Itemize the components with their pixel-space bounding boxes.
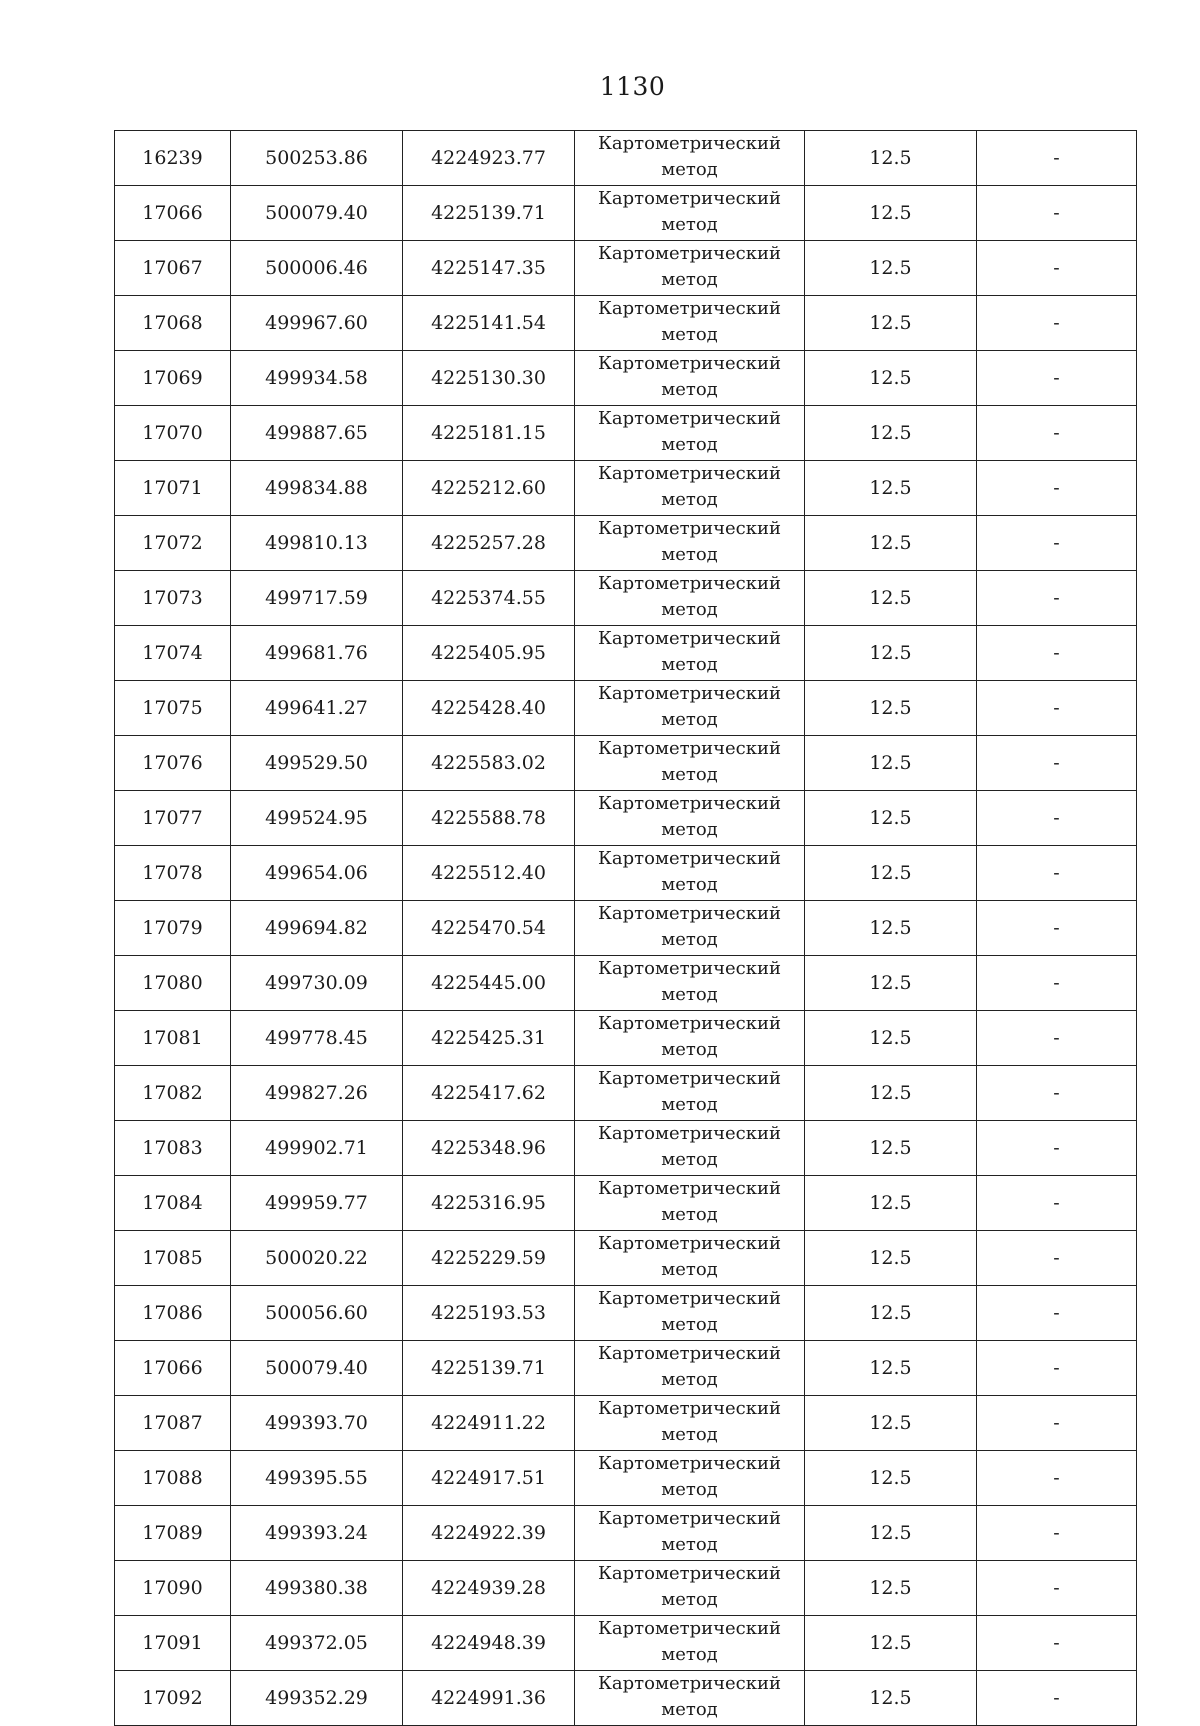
y-coordinate-cell: 4225139.71 bbox=[403, 186, 575, 241]
method-line-2: метод bbox=[661, 1314, 718, 1335]
method-line-1: Картометрический bbox=[598, 1178, 781, 1199]
accuracy-cell: 12.5 bbox=[805, 406, 977, 461]
method-line-1: Картометрический bbox=[598, 1013, 781, 1034]
x-coordinate-cell: 499352.29 bbox=[231, 1671, 403, 1726]
accuracy-cell: 12.5 bbox=[805, 1616, 977, 1671]
method-cell bbox=[575, 1231, 805, 1286]
accuracy-cell: 12.5 bbox=[805, 1231, 977, 1286]
x-coordinate-cell: 500020.22 bbox=[231, 1231, 403, 1286]
y-coordinate-cell: 4225141.54 bbox=[403, 296, 575, 351]
x-coordinate-cell: 499395.55 bbox=[231, 1451, 403, 1506]
method-line-1: Картометрический bbox=[598, 958, 781, 979]
method-line-1: Картометрический bbox=[598, 243, 781, 264]
accuracy-cell: 12.5 bbox=[805, 351, 977, 406]
accuracy-cell: 12.5 bbox=[805, 1176, 977, 1231]
table-row bbox=[115, 1396, 1137, 1451]
table-row bbox=[115, 186, 1137, 241]
note-cell: - bbox=[977, 1011, 1137, 1066]
method-line-1: Картометрический bbox=[598, 1618, 781, 1639]
table-row bbox=[115, 791, 1137, 846]
note-cell: - bbox=[977, 1121, 1137, 1176]
method-cell bbox=[575, 1066, 805, 1121]
note-cell: - bbox=[977, 406, 1137, 461]
method-line-2: метод bbox=[661, 929, 718, 950]
note-cell: - bbox=[977, 1671, 1137, 1726]
note-cell: - bbox=[977, 186, 1137, 241]
y-coordinate-cell: 4225229.59 bbox=[403, 1231, 575, 1286]
accuracy-cell: 12.5 bbox=[805, 1286, 977, 1341]
point-id-cell: 17081 bbox=[115, 1011, 231, 1066]
accuracy-cell: 12.5 bbox=[805, 571, 977, 626]
note-cell: - bbox=[977, 131, 1137, 186]
point-id-cell: 17068 bbox=[115, 296, 231, 351]
method-cell bbox=[575, 1561, 805, 1616]
x-coordinate-cell: 499641.27 bbox=[231, 681, 403, 736]
method-line-1: Картометрический bbox=[598, 1343, 781, 1364]
method-cell bbox=[575, 626, 805, 681]
accuracy-cell: 12.5 bbox=[805, 681, 977, 736]
y-coordinate-cell: 4225405.95 bbox=[403, 626, 575, 681]
accuracy-cell: 12.5 bbox=[805, 1066, 977, 1121]
x-coordinate-cell: 499717.59 bbox=[231, 571, 403, 626]
method-line-2: метод bbox=[661, 1644, 718, 1665]
table-row bbox=[115, 846, 1137, 901]
y-coordinate-cell: 4225257.28 bbox=[403, 516, 575, 571]
accuracy-cell: 12.5 bbox=[805, 791, 977, 846]
point-id-cell: 17082 bbox=[115, 1066, 231, 1121]
method-cell bbox=[575, 1011, 805, 1066]
y-coordinate-cell: 4225139.71 bbox=[403, 1341, 575, 1396]
x-coordinate-cell: 500056.60 bbox=[231, 1286, 403, 1341]
table-row bbox=[115, 901, 1137, 956]
note-cell: - bbox=[977, 1451, 1137, 1506]
y-coordinate-cell: 4224917.51 bbox=[403, 1451, 575, 1506]
table-row bbox=[115, 351, 1137, 406]
point-id-cell: 17076 bbox=[115, 736, 231, 791]
point-id-cell: 17088 bbox=[115, 1451, 231, 1506]
y-coordinate-cell: 4224939.28 bbox=[403, 1561, 575, 1616]
method-cell bbox=[575, 1451, 805, 1506]
accuracy-cell: 12.5 bbox=[805, 516, 977, 571]
method-cell bbox=[575, 1341, 805, 1396]
method-line-1: Картометрический bbox=[598, 1563, 781, 1584]
method-line-1: Картометрический bbox=[598, 518, 781, 539]
table-row bbox=[115, 956, 1137, 1011]
x-coordinate-cell: 500253.86 bbox=[231, 131, 403, 186]
point-id-cell: 17087 bbox=[115, 1396, 231, 1451]
point-id-cell: 16239 bbox=[115, 131, 231, 186]
y-coordinate-cell: 4225147.35 bbox=[403, 241, 575, 296]
y-coordinate-cell: 4225374.55 bbox=[403, 571, 575, 626]
note-cell: - bbox=[977, 1066, 1137, 1121]
table-row bbox=[115, 1671, 1137, 1726]
point-id-cell: 17086 bbox=[115, 1286, 231, 1341]
method-line-2: метод bbox=[661, 1479, 718, 1500]
method-line-2: метод bbox=[661, 1534, 718, 1555]
method-line-1: Картометрический bbox=[598, 1508, 781, 1529]
y-coordinate-cell: 4225583.02 bbox=[403, 736, 575, 791]
method-line-1: Картометрический bbox=[598, 1068, 781, 1089]
x-coordinate-cell: 499934.58 bbox=[231, 351, 403, 406]
method-line-1: Картометрический bbox=[598, 683, 781, 704]
x-coordinate-cell: 499393.24 bbox=[231, 1506, 403, 1561]
method-cell bbox=[575, 956, 805, 1011]
table-row bbox=[115, 461, 1137, 516]
method-cell bbox=[575, 186, 805, 241]
page-number: 1130 bbox=[599, 72, 666, 101]
x-coordinate-cell: 500079.40 bbox=[231, 1341, 403, 1396]
accuracy-cell: 12.5 bbox=[805, 1451, 977, 1506]
accuracy-cell: 12.5 bbox=[805, 901, 977, 956]
table-row bbox=[115, 1341, 1137, 1396]
method-line-2: метод bbox=[661, 1369, 718, 1390]
y-coordinate-cell: 4225588.78 bbox=[403, 791, 575, 846]
point-id-cell: 17085 bbox=[115, 1231, 231, 1286]
point-id-cell: 17067 bbox=[115, 241, 231, 296]
method-cell bbox=[575, 351, 805, 406]
method-line-2: метод bbox=[661, 984, 718, 1005]
accuracy-cell: 12.5 bbox=[805, 461, 977, 516]
accuracy-cell: 12.5 bbox=[805, 1121, 977, 1176]
table-row bbox=[115, 1066, 1137, 1121]
method-line-2: метод bbox=[661, 1589, 718, 1610]
method-line-1: Картометрический bbox=[598, 848, 781, 869]
accuracy-cell: 12.5 bbox=[805, 1341, 977, 1396]
table-row bbox=[115, 241, 1137, 296]
method-line-1: Картометрический bbox=[598, 133, 781, 154]
method-cell bbox=[575, 1671, 805, 1726]
y-coordinate-cell: 4224991.36 bbox=[403, 1671, 575, 1726]
accuracy-cell: 12.5 bbox=[805, 626, 977, 681]
x-coordinate-cell: 499524.95 bbox=[231, 791, 403, 846]
method-line-2: метод bbox=[661, 874, 718, 895]
table-row bbox=[115, 1561, 1137, 1616]
method-cell bbox=[575, 846, 805, 901]
method-line-2: метод bbox=[661, 654, 718, 675]
accuracy-cell: 12.5 bbox=[805, 131, 977, 186]
method-line-2: метод bbox=[661, 709, 718, 730]
note-cell: - bbox=[977, 956, 1137, 1011]
table-row bbox=[115, 626, 1137, 681]
x-coordinate-cell: 500006.46 bbox=[231, 241, 403, 296]
table-row bbox=[115, 1121, 1137, 1176]
table-row bbox=[115, 516, 1137, 571]
table-row bbox=[115, 571, 1137, 626]
method-cell bbox=[575, 1396, 805, 1451]
method-cell bbox=[575, 131, 805, 186]
point-id-cell: 17083 bbox=[115, 1121, 231, 1176]
y-coordinate-cell: 4224948.39 bbox=[403, 1616, 575, 1671]
method-line-1: Картометрический bbox=[598, 188, 781, 209]
x-coordinate-cell: 499730.09 bbox=[231, 956, 403, 1011]
y-coordinate-cell: 4224911.22 bbox=[403, 1396, 575, 1451]
method-line-2: метод bbox=[661, 324, 718, 345]
method-line-2: метод bbox=[661, 1094, 718, 1115]
method-line-1: Картометрический bbox=[598, 573, 781, 594]
y-coordinate-cell: 4225417.62 bbox=[403, 1066, 575, 1121]
table-row bbox=[115, 1011, 1137, 1066]
method-line-1: Картометрический bbox=[598, 793, 781, 814]
y-coordinate-cell: 4225130.30 bbox=[403, 351, 575, 406]
method-line-2: метод bbox=[661, 159, 718, 180]
y-coordinate-cell: 4225445.00 bbox=[403, 956, 575, 1011]
x-coordinate-cell: 499834.88 bbox=[231, 461, 403, 516]
note-cell: - bbox=[977, 516, 1137, 571]
method-line-2: метод bbox=[661, 379, 718, 400]
table-row bbox=[115, 1176, 1137, 1231]
table-row bbox=[115, 406, 1137, 461]
method-cell bbox=[575, 1121, 805, 1176]
note-cell: - bbox=[977, 461, 1137, 516]
note-cell: - bbox=[977, 1561, 1137, 1616]
method-line-2: метод bbox=[661, 214, 718, 235]
accuracy-cell: 12.5 bbox=[805, 1561, 977, 1616]
point-id-cell: 17092 bbox=[115, 1671, 231, 1726]
note-cell: - bbox=[977, 846, 1137, 901]
method-cell bbox=[575, 901, 805, 956]
method-cell bbox=[575, 296, 805, 351]
method-line-2: метод bbox=[661, 764, 718, 785]
x-coordinate-cell: 499810.13 bbox=[231, 516, 403, 571]
note-cell: - bbox=[977, 1341, 1137, 1396]
table-row bbox=[115, 296, 1137, 351]
method-line-1: Картометрический bbox=[598, 408, 781, 429]
y-coordinate-cell: 4225425.31 bbox=[403, 1011, 575, 1066]
coordinates-table bbox=[114, 130, 1137, 1726]
note-cell: - bbox=[977, 1176, 1137, 1231]
point-id-cell: 17066 bbox=[115, 186, 231, 241]
method-line-1: Картометрический bbox=[598, 1398, 781, 1419]
method-line-1: Картометрический bbox=[598, 1673, 781, 1694]
note-cell: - bbox=[977, 681, 1137, 736]
note-cell: - bbox=[977, 241, 1137, 296]
method-cell bbox=[575, 461, 805, 516]
method-line-1: Картометрический bbox=[598, 1288, 781, 1309]
note-cell: - bbox=[977, 351, 1137, 406]
x-coordinate-cell: 499529.50 bbox=[231, 736, 403, 791]
accuracy-cell: 12.5 bbox=[805, 241, 977, 296]
method-line-1: Картометрический bbox=[598, 298, 781, 319]
note-cell: - bbox=[977, 571, 1137, 626]
note-cell: - bbox=[977, 1286, 1137, 1341]
accuracy-cell: 12.5 bbox=[805, 1396, 977, 1451]
point-id-cell: 17066 bbox=[115, 1341, 231, 1396]
method-cell bbox=[575, 1176, 805, 1231]
point-id-cell: 17075 bbox=[115, 681, 231, 736]
x-coordinate-cell: 499887.65 bbox=[231, 406, 403, 461]
y-coordinate-cell: 4225181.15 bbox=[403, 406, 575, 461]
note-cell: - bbox=[977, 1396, 1137, 1451]
x-coordinate-cell: 499778.45 bbox=[231, 1011, 403, 1066]
point-id-cell: 17072 bbox=[115, 516, 231, 571]
point-id-cell: 17078 bbox=[115, 846, 231, 901]
note-cell: - bbox=[977, 296, 1137, 351]
note-cell: - bbox=[977, 791, 1137, 846]
accuracy-cell: 12.5 bbox=[805, 186, 977, 241]
accuracy-cell: 12.5 bbox=[805, 1011, 977, 1066]
table-row bbox=[115, 1616, 1137, 1671]
accuracy-cell: 12.5 bbox=[805, 1671, 977, 1726]
point-id-cell: 17069 bbox=[115, 351, 231, 406]
x-coordinate-cell: 499372.05 bbox=[231, 1616, 403, 1671]
x-coordinate-cell: 499654.06 bbox=[231, 846, 403, 901]
method-line-1: Картометрический bbox=[598, 903, 781, 924]
method-line-2: метод bbox=[661, 269, 718, 290]
table-row bbox=[115, 1506, 1137, 1561]
point-id-cell: 17079 bbox=[115, 901, 231, 956]
method-line-1: Картометрический bbox=[598, 353, 781, 374]
method-cell bbox=[575, 516, 805, 571]
method-cell bbox=[575, 1506, 805, 1561]
y-coordinate-cell: 4225316.95 bbox=[403, 1176, 575, 1231]
point-id-cell: 17091 bbox=[115, 1616, 231, 1671]
y-coordinate-cell: 4225512.40 bbox=[403, 846, 575, 901]
accuracy-cell: 12.5 bbox=[805, 736, 977, 791]
method-cell bbox=[575, 791, 805, 846]
point-id-cell: 17074 bbox=[115, 626, 231, 681]
y-coordinate-cell: 4225348.96 bbox=[403, 1121, 575, 1176]
accuracy-cell: 12.5 bbox=[805, 296, 977, 351]
table-row bbox=[115, 1231, 1137, 1286]
method-line-1: Картометрический bbox=[598, 463, 781, 484]
x-coordinate-cell: 499827.26 bbox=[231, 1066, 403, 1121]
method-cell bbox=[575, 1286, 805, 1341]
x-coordinate-cell: 499902.71 bbox=[231, 1121, 403, 1176]
y-coordinate-cell: 4225470.54 bbox=[403, 901, 575, 956]
point-id-cell: 17070 bbox=[115, 406, 231, 461]
method-line-2: метод bbox=[661, 489, 718, 510]
method-line-2: метод bbox=[661, 1149, 718, 1170]
method-cell bbox=[575, 1616, 805, 1671]
note-cell: - bbox=[977, 1616, 1137, 1671]
y-coordinate-cell: 4225428.40 bbox=[403, 681, 575, 736]
method-cell bbox=[575, 571, 805, 626]
table-row bbox=[115, 736, 1137, 791]
table-row bbox=[115, 131, 1137, 186]
method-line-2: метод bbox=[661, 819, 718, 840]
method-cell bbox=[575, 681, 805, 736]
y-coordinate-cell: 4225193.53 bbox=[403, 1286, 575, 1341]
table-row bbox=[115, 1451, 1137, 1506]
point-id-cell: 17089 bbox=[115, 1506, 231, 1561]
coordinates-table-body bbox=[115, 131, 1137, 1726]
method-cell bbox=[575, 736, 805, 791]
point-id-cell: 17080 bbox=[115, 956, 231, 1011]
method-line-1: Картометрический bbox=[598, 738, 781, 759]
method-line-2: метод bbox=[661, 1424, 718, 1445]
method-line-2: метод bbox=[661, 599, 718, 620]
method-cell bbox=[575, 406, 805, 461]
method-line-1: Картометрический bbox=[598, 1453, 781, 1474]
x-coordinate-cell: 499681.76 bbox=[231, 626, 403, 681]
x-coordinate-cell: 499959.77 bbox=[231, 1176, 403, 1231]
method-line-2: метод bbox=[661, 1699, 718, 1720]
method-line-2: метод bbox=[661, 1039, 718, 1060]
method-cell bbox=[575, 241, 805, 296]
x-coordinate-cell: 499393.70 bbox=[231, 1396, 403, 1451]
x-coordinate-cell: 500079.40 bbox=[231, 186, 403, 241]
note-cell: - bbox=[977, 901, 1137, 956]
table-row bbox=[115, 1286, 1137, 1341]
method-line-2: метод bbox=[661, 434, 718, 455]
point-id-cell: 17084 bbox=[115, 1176, 231, 1231]
method-line-1: Картометрический bbox=[598, 1233, 781, 1254]
x-coordinate-cell: 499694.82 bbox=[231, 901, 403, 956]
accuracy-cell: 12.5 bbox=[805, 956, 977, 1011]
method-line-1: Картометрический bbox=[598, 1123, 781, 1144]
x-coordinate-cell: 499967.60 bbox=[231, 296, 403, 351]
y-coordinate-cell: 4224923.77 bbox=[403, 131, 575, 186]
point-id-cell: 17071 bbox=[115, 461, 231, 516]
note-cell: - bbox=[977, 736, 1137, 791]
table-row bbox=[115, 681, 1137, 736]
method-line-2: метод bbox=[661, 544, 718, 565]
method-line-2: метод bbox=[661, 1259, 718, 1280]
accuracy-cell: 12.5 bbox=[805, 846, 977, 901]
point-id-cell: 17073 bbox=[115, 571, 231, 626]
point-id-cell: 17077 bbox=[115, 791, 231, 846]
note-cell: - bbox=[977, 1231, 1137, 1286]
accuracy-cell: 12.5 bbox=[805, 1506, 977, 1561]
method-line-2: метод bbox=[661, 1204, 718, 1225]
y-coordinate-cell: 4225212.60 bbox=[403, 461, 575, 516]
method-line-1: Картометрический bbox=[598, 628, 781, 649]
point-id-cell: 17090 bbox=[115, 1561, 231, 1616]
x-coordinate-cell: 499380.38 bbox=[231, 1561, 403, 1616]
y-coordinate-cell: 4224922.39 bbox=[403, 1506, 575, 1561]
note-cell: - bbox=[977, 626, 1137, 681]
note-cell: - bbox=[977, 1506, 1137, 1561]
